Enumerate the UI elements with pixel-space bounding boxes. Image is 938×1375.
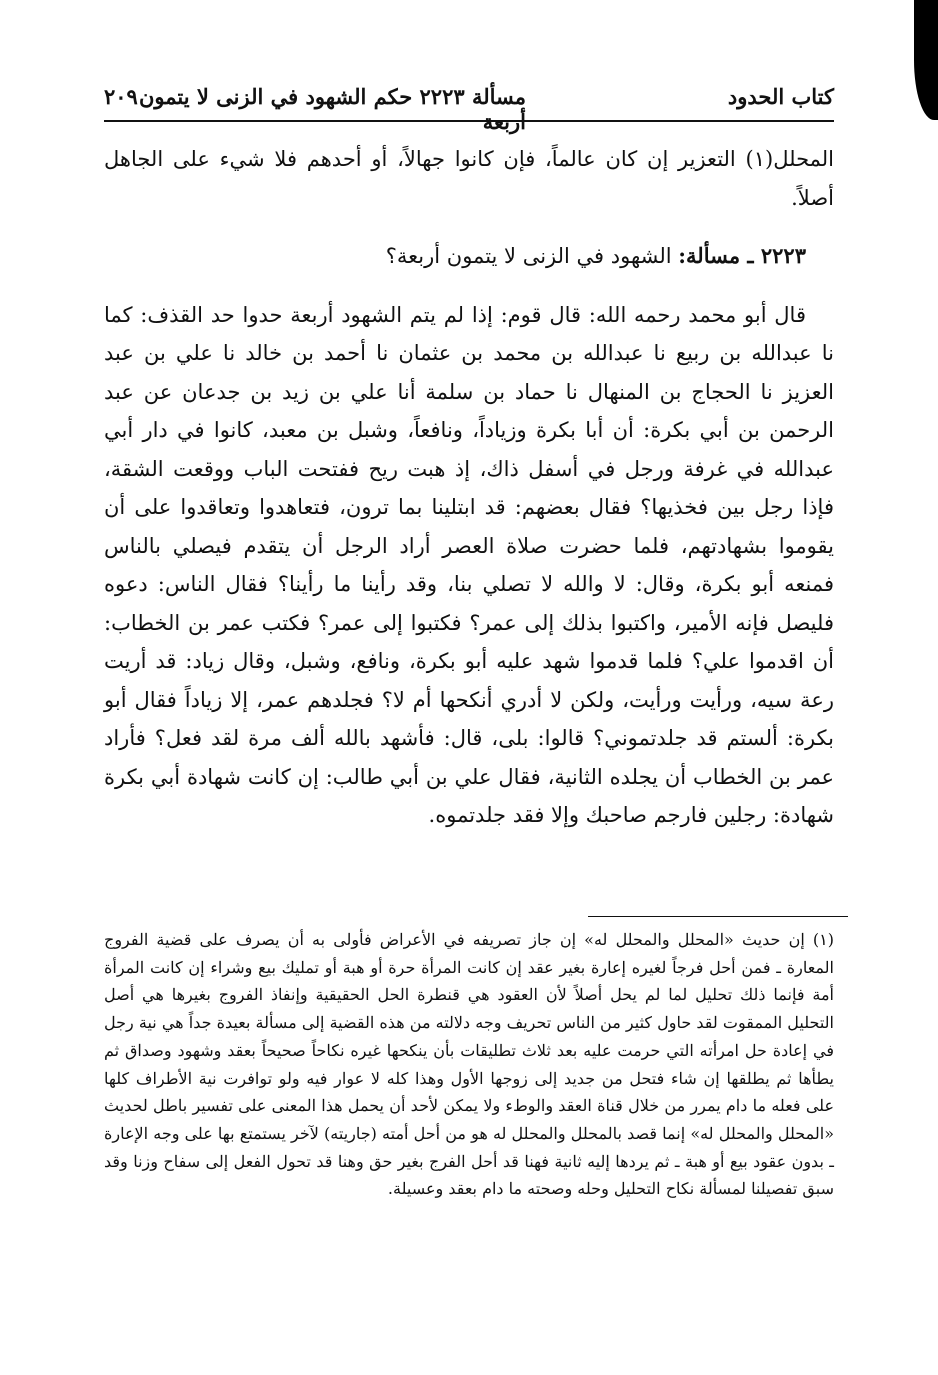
page-number: ٢٠٩ <box>104 84 138 109</box>
section-title: مسألة ٢٢٢٣ حكم الشهود في الزنى لا يتمون أربعة <box>138 84 526 134</box>
issue-text: الشهود في الزنى لا يتمون أربعة؟ <box>385 244 672 268</box>
issue-heading <box>104 237 834 276</box>
issue-label: ٢٢٢٣ ـ مسألة: <box>678 243 806 268</box>
book-title: كتاب الحدود <box>727 84 834 109</box>
header-divider <box>104 120 834 122</box>
body-paragraph: قال أبو محمد رحمه الله: قال قوم: إذا لم يتم الشهود أربعة حدوا حد القذف: كما نا عبدالله بن ربيع نا عبدالله بن محمد بن عثمان نا أحمد بن خالد نا علي بن عبد العزيز نا الحجاج بن المنهال نا حماد بن سلمة أنا علي بن زيد بن جدعان عن عبد الرحمن بن أبي بكرة: أن أبا بكرة وزياداً، ونافعاً، وشبل بن معبد، كانوا في دار أبي عبدالله في غرفة ورجل في أسفل ذاك، إذ هبت ريح ففتحت الباب ووقعت الشقة، فإذا رجل بين فخذيها؟ فقال بعضهم: قد ابتلينا بما ترون، فتعاهدوا وتعاقدوا على أن يقوموا بشهادتهم، فلما حضرت صلاة العصر أراد الرجل أن يتقدم فيصلي بالناس فمنعه أبو بكرة، وقال: لا والله لا تصلي بنا، وقد رأينا ما رأينا؟ فقال الناس: دعوه فليصل فإنه الأمير، واكتبوا بذلك إلى عمر؟ فكتبوا إلى عمر؟ فكتب عمر بن الخطاب: أن اقدموا علي؟ فلما قدموا شهد عليه أبو بكرة، ونافع، وشبل، وقال زياد: قد أريت رعة سيه، ورأيت ورأيت، ولكن لا أدري أنكحها أم لا؟ فجلدهم عمر، إلا زياداً فقال أبو بكرة: ألستم قد جلدتموني؟ قالوا: بلى، قال: فأشهد بالله ألف مرة لقد فعل؟ فأراد عمر بن الخطاب أن يجلده الثانية، فقال علي بن أبي طالب: إن كانت شهادة أبي بكرة شهادة: رجلين فارجم صاحبك وإلا فقد جلدتموه. <box>104 302 834 827</box>
continuation-paragraph: المحلل(١) التعزير إن كان عالماً، فإن كانوا جهالاً، أو أحدهم فلا شيء على الجاهل أصلاً. <box>104 147 834 210</box>
footnote-divider <box>588 916 848 917</box>
footnote-text: (١) إن حديث «المحلل والمحلل له» إن جاز تصريفه في الأعراض فأولى به أن يصرف على قضية الفروج المعارة ـ فمن أحل فرجاً لغيره إعارة بغير عقد إن كانت المرأة حرة أو هبة أو تمليك بيع وشراء إن كانت المرأة أمة فإنما ذلك تحليل لما لم يحل أصلاً لأن العقود هي قنطرة الحل الحقيقية وإنفاذ الفروج بغيرها هي أصل التحليل الممقوت لقد حاول كثير من الناس تحريف وجه دلالته من هذه القضية إلى مسألة بعيدة جداً هي نية رجل في إعادة حل امرأته التي حرمت عليه بعد ثلاث تطليقات بأن ينكحها غيره نكاحاً صحيحاً بعقد وشهود وصداق ثم يطأها ثم يطلقها إن شاء فتحل من جديد إلى زوجها الأول وهذا كله لا عوار فيه ولو توافرت نية الأطراف كلها على فعله ما دام يمرر من خلال قناة العقد والوطء ولا يمكن لأحد أن يحمل هذا المعنى على تفسير باطل لحديث «المحلل والمحلل له» إنما قصد بالمحلل والمحلل له هو من أحل أمته (جاريته) لآخر يستمتع بها على وجه الإعارة ـ بدون عقود بيع أو هبة ـ ثم يردها إليه ثانية فهنا قد أحل الفرج بغير حق وهنا قد تحول الفعل إلى سفاح وزنا وقد سبق تفصيلنا لمسألة نكاح التحليل وحله وصحته ما دام بعقد وعسيلة. <box>104 930 835 1199</box>
footnote <box>104 926 834 1203</box>
page-edge-shadow <box>914 0 938 120</box>
main-text <box>104 140 834 835</box>
running-header <box>104 84 834 134</box>
